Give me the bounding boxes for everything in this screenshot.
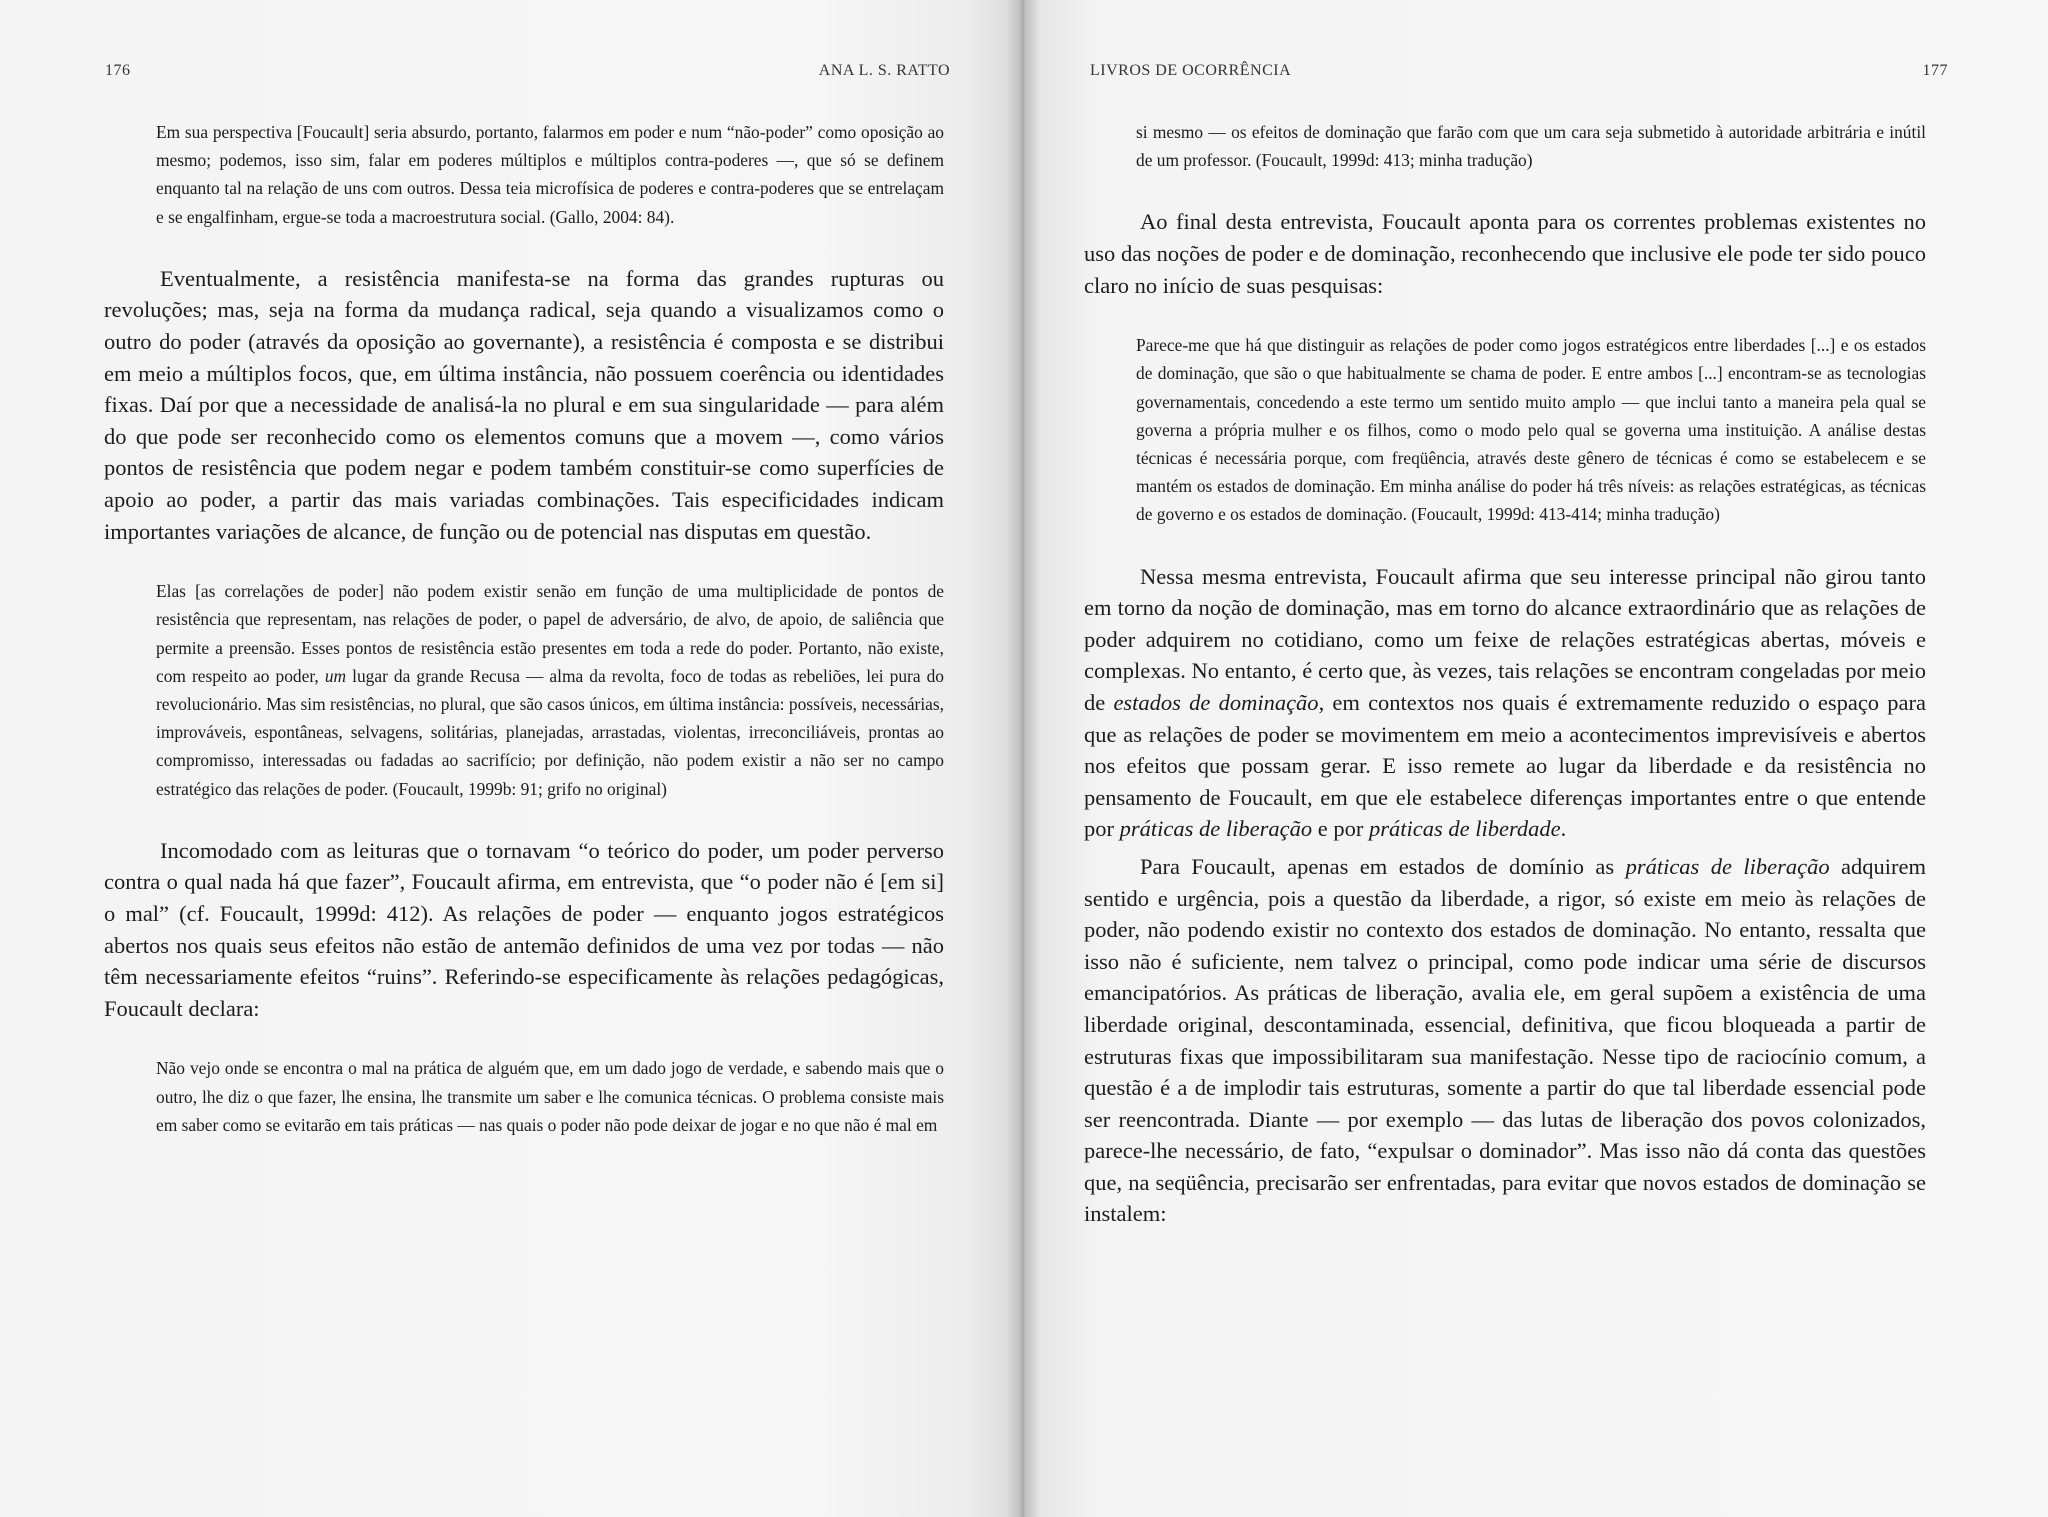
paragraph-resistencia: Eventualmente, a resistência manifesta-se na forma das grandes rupturas ou revoluções; mas, seja na forma da mudança radical, seja quando a visualizamos como o outro do poder (através da oposição ao governante), a resistência é composta e se distribui em meio a múltiplos focos, que, em última instância, não possuem coerência ou identidades fixas. Daí por que a necessidade de analisá-la no plural e em sua singularidade — para além do que pode ser reconhecido como os elementos comuns que a movem —, como vários pontos de resistência que podem negar e podem também constituir-se como superfícies de apoio ao poder, a partir das mais variadas combinações. Tais especificidades indicam importantes variações de alcance, de função ou de potencial nas disputas em questão. — [104, 265, 944, 544]
block-quote-foucault-1999b — [156, 577, 944, 803]
italic-term: práticas de liberdade — [1368, 816, 1561, 842]
text-run: Para Foucault, apenas em estados de domínio as — [1140, 853, 1626, 879]
paragraph-para-foucault — [1084, 851, 1926, 1230]
italic-term: práticas de liberação — [1119, 816, 1313, 842]
text-run: e por — [1312, 816, 1369, 842]
quote-text-after: lugar da grande Recusa — alma da revolta, foco de todas as rebeliões, lei pura do revolucionário. Mas sim resistências, no plural, que são casos únicos, em última instância: possíveis, necessárias, improváveis, espontâneas, selvagens, solitárias, planejadas, arrastadas, violentas, irreconciliáveis, prontas ao compromisso, interessadas ou fadadas ao sacrifício; por definição, não podem existir a não ser no campo estratégico das relações de poder. (Foucault, 1999b: 91; grifo no original) — [156, 665, 944, 799]
quote-text-before: Elas [as correlações de poder] não podem existir senão em função de uma multiplicidade de pontos de resistência que representam, nas relações de poder, o papel de adversário, de alvo, de apoio, de saliência que permite a preensão. Esses pontos de resistência estão presentes em toda a rede do poder. Portanto, não existe, com respeito ao poder, — [156, 581, 944, 686]
block-quote-nao-vejo: Não vejo onde se encontra o mal na prática de alguém que, em um dado jogo de verdade, e sabendo mais que o outro, lhe diz o que fazer, lhe ensina, lhe transmite um saber e lhe comunica técnicas. O problema consiste mais em saber como se evitarão em tais práticas — nas quais o poder não pode deixar de jogar e no que não é mal em — [156, 1058, 944, 1135]
block-quote-parece-me: Parece-me que há que distinguir as relações de poder como jogos estratégicos entre liberdades [...] e os estados de dominação, que são o que habitualmente se chama de poder. E entre ambos [...] encontram-se as tecnologias governamentais, concedendo a este termo um sentido muito amplo — que inclui tanto a maneira pela qual se governa a própria mulher e os filhos, como o modo pelo qual se governa uma instituição. A análise destas técnicas é necessária porque, com freqüência, através deste gênero de técnicas é como se estabelecem e se mantém os estados de dominação. Em minha análise do poder há três níveis: as relações estratégicas, as técnicas de governo e os estados de dominação. (Foucault, 1999d: 413-414; minha tradução) — [1136, 335, 1926, 525]
right-page-body — [1084, 118, 1926, 1230]
italic-term: estados de dominação — [1113, 689, 1319, 715]
left-page — [0, 0, 1020, 1517]
page-number-right: 177 — [1922, 62, 1948, 79]
text-run: , em contextos nos quais é extremamente reduzido o espaço para que as relações de poder se movimentem em meio a acontecimentos imprevisíveis e abertos nos efeitos que possam gerar. E isso remete ao lugar da liberdade e da resistência no pensamento de Foucault, em que ele estabelece diferenças importantes entre o que entende por — [1084, 689, 1926, 842]
quote-text-italic: um — [324, 665, 347, 686]
paragraph-nessa-mesma — [1084, 561, 1926, 845]
block-quote-continued: si mesmo — os efeitos de dominação que farão com que um cara seja submetido à autoridade arbitrária e inútil de um professor. (Foucault, 1999d: 413; minha tradução) — [1136, 122, 1926, 171]
text-run: . — [1560, 816, 1567, 842]
paragraph-ao-final: Ao final desta entrevista, Foucault aponta para os correntes problemas existentes no uso das noções de poder e de dominação, reconhecendo que inclusive ele pode ter sido pouco claro no início de suas pesquisas: — [1084, 209, 1926, 298]
book-gutter-shadow — [1006, 0, 1040, 1517]
running-head-left: ANA L. S. RATTO — [818, 62, 950, 79]
italic-term: práticas de liberação — [1625, 853, 1830, 879]
running-head-right: LIVROS DE OCORRÊNCIA — [1090, 62, 1292, 79]
text-run: Nessa mesma entrevista, Foucault afirma que seu interesse principal não girou tanto em torno da noção de dominação, mas em torno do alcance extraordinário que as relações de poder adquirem no cotidiano, como um feixe de relações estratégicas abertas, móveis e complexas. No entanto, é certo que, às vezes, tais relações se encontram congeladas por meio de — [1084, 563, 1926, 715]
left-page-body — [104, 118, 944, 1139]
right-page — [1020, 0, 2048, 1517]
paragraph-incomodado: Incomodado com as leituras que o tornavam “o teórico do poder, um poder perverso contra o qual nada há que fazer”, Foucault afirma, em entrevista, que “o poder não é [em si] o mal” (cf. Foucault, 1999d: 412). As relações de poder — enquanto jogos estratégicos abertos nos quais seus efeitos não estão de antemão definidos de uma vez por todas — não têm necessariamente efeitos “ruins”. Referindo-se especificamente às relações pedagógicas, Foucault declara: — [104, 837, 944, 1021]
page-number-left: 176 — [105, 62, 131, 79]
text-run: adquirem sentido e urgência, pois a questão da liberdade, a rigor, só existe em meio às relações de poder, não podendo existir no contexto dos estados de dominação. No entanto, ressalta que isso não é suficiente, nem talvez o principal, como pode indicar uma série de discursos emancipatórios. As práticas de liberação, avalia ele, em geral supõem a existência de uma liberdade original, descontaminada, essencial, definitiva, que ficou bloqueada a partir de estruturas fixas que impossibilitaram sua manifestação. Nesse tipo de raciocínio comum, a questão é a de implodir tais estruturas, somente a partir do que tal liberdade essencial pode ser reencontrada. Diante — por exemplo — das lutas de liberação dos povos colonizados, parece-lhe necessário, de fato, “expulsar o dominador”. Mas isso não dá conta das questões que, na seqüência, precisarão ser enfrentadas, para evitar que novos estados de dominação se instalem: — [1084, 853, 1926, 1227]
block-quote-gallo: Em sua perspectiva [Foucault] seria absurdo, portanto, falarmos em poder e num “não-poder” como oposição ao mesmo; podemos, isso sim, falar em poderes múltiplos e múltiplos contra-poderes —, que só se definem enquanto tal na relação de uns com outros. Dessa teia microfísica de poderes e contra-poderes que se entrelaçam e se engalfinham, ergue-se toda a macroestrutura social. (Gallo, 2004: 84). — [156, 122, 944, 227]
